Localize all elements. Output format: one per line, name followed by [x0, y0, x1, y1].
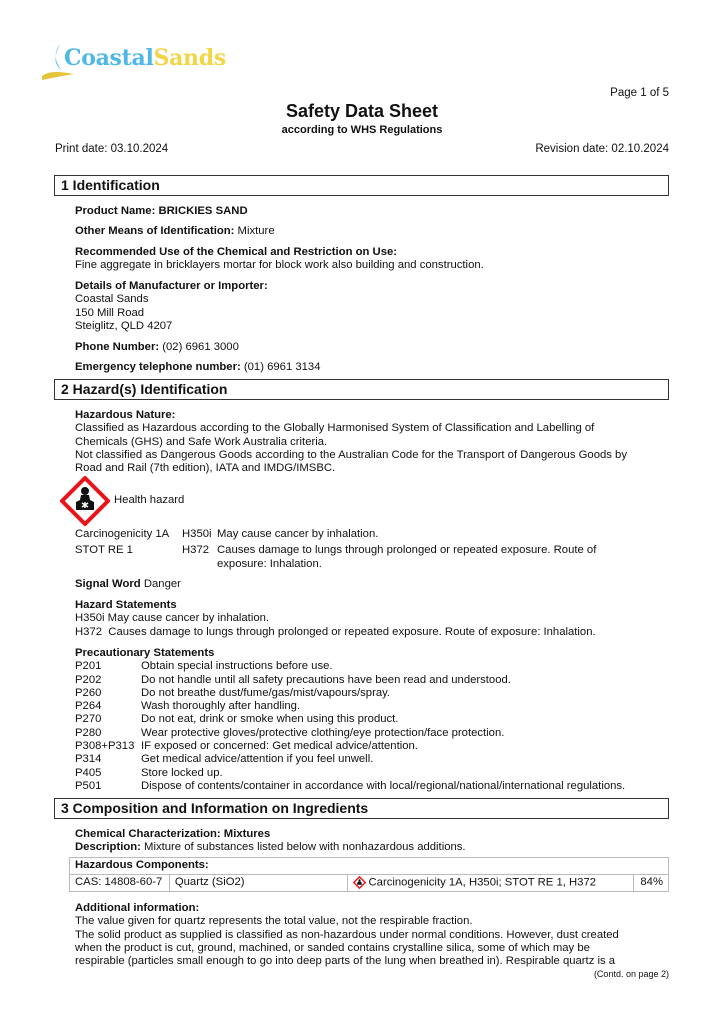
- pictogram-label: Health hazard: [114, 494, 185, 507]
- manufacturer-street: 150 Mill Road: [75, 306, 145, 319]
- hazard-statement: H372 Causes damage to lungs through prolonged or repeated exposure. Route of exposure: Inhalation.: [75, 625, 596, 638]
- precautionary-statements: [75, 647, 675, 793]
- additional-line: The value given for quartz represents the total value, not the respirable fraction.: [75, 915, 473, 928]
- precautionary-row: [75, 674, 675, 687]
- logo-text-sands: Sands: [153, 45, 226, 71]
- additional-information: [75, 902, 675, 968]
- hazard-classification-table: [75, 528, 657, 571]
- additional-label: Additional information:: [75, 902, 200, 914]
- precaution-text: Wash thoroughly after handling.: [141, 700, 301, 713]
- precaution-text: Do not breathe dust/fume/gas/mist/vapours/spray.: [141, 686, 391, 699]
- precautionary-row: [75, 753, 675, 766]
- precautionary-row: [75, 727, 675, 740]
- precaution-code: P405: [75, 766, 102, 779]
- signal-word: [75, 578, 675, 591]
- precaution-text: Obtain special instructions before use.: [141, 660, 333, 673]
- classification-desc: May cause cancer by inhalation.: [217, 528, 379, 540]
- company-logo: [40, 40, 226, 84]
- classification-desc-line: exposure: Inhalation.: [217, 557, 322, 570]
- hazard-statement: H350i May cause cancer by inhalation.: [75, 612, 270, 625]
- document-subtitle: according to WHS Regulations: [281, 124, 443, 136]
- signal-word-label: Signal Word: [75, 578, 141, 590]
- precaution-code: P501: [75, 779, 102, 792]
- revision-date: Revision date: 02.10.2024: [535, 143, 669, 155]
- print-date: Print date: 03.10.2024: [55, 143, 169, 155]
- characterization-label: Chemical Characterization: Mixtures: [75, 828, 271, 840]
- recommended-use: [75, 246, 675, 273]
- classification-text: Carcinogenicity 1A, H350i; STOT RE 1, H372: [368, 876, 597, 889]
- section-3-heading: 3 Composition and Information on Ingredients: [54, 798, 669, 819]
- hazardous-nature: [75, 409, 675, 475]
- logo-text-coastal: Coastal: [64, 45, 154, 71]
- phone-value: (02) 6961 3000: [159, 341, 239, 353]
- table-header: Hazardous Components:: [70, 858, 669, 875]
- precaution-code: P270: [75, 713, 102, 726]
- chemical-characterization: [75, 828, 675, 855]
- product-name: Product Name: BRICKIES SAND: [75, 205, 248, 217]
- health-hazard-icon: [353, 876, 366, 889]
- signal-word-value: Danger: [140, 578, 181, 590]
- other-means-value: Mixture: [234, 225, 275, 237]
- classification-name: Carcinogenicity 1A: [75, 528, 170, 540]
- precaution-code: P314: [75, 753, 102, 766]
- precautionary-row: [75, 713, 675, 726]
- precautionary-label: Precautionary Statements: [75, 647, 215, 659]
- cas-number: CAS: 14808-60-7: [70, 875, 170, 892]
- precaution-text: IF exposed or concerned: Get medical advice/attention.: [141, 740, 418, 753]
- emergency-phone: [75, 361, 675, 374]
- table-row: [70, 875, 669, 892]
- other-means-label: Other Means of Identification:: [75, 225, 235, 237]
- component-classification: [347, 875, 633, 892]
- component-name: Quartz (SiO2): [169, 875, 347, 892]
- classification-code: H350i: [182, 528, 212, 540]
- precautionary-row: [75, 767, 675, 780]
- section-2-heading: 2 Hazard(s) Identification: [54, 379, 669, 400]
- hazardous-nature-line: Chemicals (GHS) and Safe Work Australia criteria.: [75, 435, 328, 448]
- hazard-statements: [75, 599, 675, 639]
- manufacturer-label: Details of Manufacturer or Importer:: [75, 280, 268, 292]
- precaution-code: P202: [75, 673, 102, 686]
- recommended-use-label: Recommended Use of the Chemical and Restriction on Use:: [75, 246, 398, 258]
- precaution-text: Store locked up.: [141, 766, 223, 779]
- classification-desc-line: Causes damage to lungs through prolonged or repeated exposure. Route of: [217, 544, 597, 557]
- hazard-statements-label: Hazard Statements: [75, 599, 177, 611]
- description-label: Description:: [75, 841, 141, 854]
- hazardous-components-table: [69, 857, 669, 892]
- phone-label: Phone Number:: [75, 341, 160, 353]
- classification-code: H372: [182, 544, 210, 557]
- recommended-use-value: Fine aggregate in bricklayers mortar for block work also building and construction.: [75, 259, 484, 272]
- emergency-value: (01) 6961 3134: [240, 361, 321, 373]
- manufacturer-city: Steiglitz, QLD 4207: [75, 319, 173, 332]
- manufacturer-details: [75, 280, 675, 333]
- health-hazard-icon: [60, 476, 110, 526]
- ghs-pictogram-row: [60, 476, 184, 526]
- description: [75, 841, 675, 854]
- precaution-text: Wear protective gloves/protective clothing/eye protection/face protection.: [141, 726, 505, 739]
- precautionary-row: [75, 700, 675, 713]
- precaution-code: P201: [75, 660, 102, 673]
- description-value: Mixture of substances listed below with nonhazardous additions.: [140, 841, 466, 854]
- emergency-label: Emergency telephone number:: [75, 361, 241, 373]
- classification-row: [75, 544, 657, 571]
- hazardous-nature-line: Not classified as Dangerous Goods according to the Australian Code for the Transport of Dangerous Goods by: [75, 448, 627, 461]
- precaution-code: P260: [75, 686, 102, 699]
- precautionary-row: [75, 687, 675, 700]
- precaution-code: P264: [75, 700, 102, 713]
- precautionary-row: [75, 780, 675, 793]
- precaution-text: Get medical advice/attention if you feel unwell.: [141, 753, 374, 766]
- hazardous-nature-line: Classified as Hazardous according to the Globally Harmonised System of Classification and Labelling of: [75, 422, 595, 435]
- continued-note: (Contd. on page 2): [593, 969, 669, 979]
- precaution-code: P280: [75, 726, 102, 739]
- classification-name: STOT RE 1: [75, 544, 133, 557]
- additional-line: when the product is cut, ground, machined, or sanded contains crystalline silica, some of which may be: [75, 941, 590, 954]
- precaution-text: Dispose of contents/container in accordance with local/regional/national/international regulations.: [141, 779, 626, 792]
- component-percent: 84%: [633, 875, 668, 892]
- manufacturer-name: Coastal Sands: [75, 293, 149, 306]
- precaution-text: Do not eat, drink or smoke when using this product.: [141, 713, 399, 726]
- precautionary-row: [75, 660, 675, 673]
- precaution-code: P308+P313: [75, 740, 135, 753]
- other-means-identification: [75, 225, 675, 238]
- hazardous-nature-line: Road and Rail (7th edition), IATA and IMDG/IMSBC.: [75, 462, 336, 475]
- page-indicator: Page 1 of 5: [610, 87, 669, 99]
- hazardous-nature-label: Hazardous Nature:: [75, 409, 176, 421]
- additional-line: respirable (particles small enough to go into deep parts of the lung when breathed in). Respirable quartz is a: [75, 955, 616, 968]
- classification-row: [75, 528, 657, 541]
- precaution-text: Do not handle until all safety precautions have been read and understood.: [141, 673, 511, 686]
- document-title: Safety Data Sheet: [285, 101, 439, 121]
- phone-number: [75, 341, 675, 354]
- precautionary-row: [75, 740, 675, 753]
- section-1-heading: 1 Identification: [54, 175, 669, 196]
- classification-desc: [217, 544, 657, 571]
- additional-line: The solid product as supplied is classified as non-hazardous under normal conditions. However, dust created: [75, 928, 619, 941]
